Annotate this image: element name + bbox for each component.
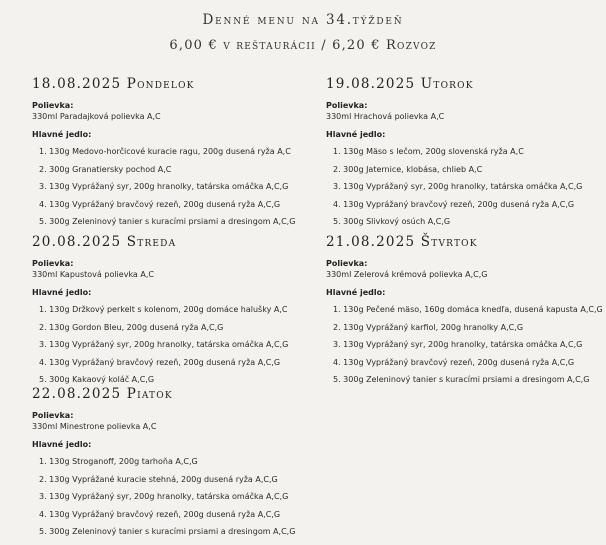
day-title: 20.08.2025 Streda [32,234,177,250]
day-thursday [326,234,606,393]
main-dish-item: 1. 130g Pečené mäso, 160g domáca knedľa, dusená kapusta A,C,G [333,305,603,314]
mains-label: Hlavné jedlo: [32,440,92,449]
main-dish-item: 3. 130g Vyprážaný syr, 200g hranolky, tatárska omáčka A,C,G [333,182,583,191]
soup-label: Polievka: [32,101,74,110]
mains-list [32,457,317,537]
main-dish-item: 5. 300g Zeleninový tanier s kuracími prsiami a dresingom A,C,G [39,217,296,226]
day-title: 22.08.2025 Piatok [32,386,173,402]
mains-label: Hlavné jedlo: [32,288,92,297]
main-dish-item: 5. 300g Zeleninový tanier s kuracími prsiami a dresingom A,C,G [333,375,590,384]
main-dish-item: 1. 130g Držkový perkelt s kolenom, 200g domáce halušky A,C [39,305,288,314]
main-dish-item: 4. 130g Vyprážaný bravčový rezeň, 200g dusená ryža A,C,G [333,199,575,209]
soup-item: 330ml Paradajková polievka A,C [32,112,161,121]
main-dish-item: 3. 130g Vyprážaný syr, 200g hranolky, tatárska omáčka A,C,G [39,182,289,191]
main-dish-item: 5. 300g Slivkový osúch A,C,G [333,217,451,226]
main-dish-item: 4. 130g Vyprážaný bravčový rezeň, 200g dusená ryža A,C,G [39,199,281,209]
main-dish-item: 2. 130g Vyprážaný karfiol, 200g hranolky A,C,G [333,322,524,332]
menu-title: Denné menu na 34.týždeň [202,12,404,28]
mains-list [32,305,317,385]
main-dish-item: 2. 130g Gordon Bleu, 200g dusená ryža A,C,G [39,322,224,332]
mains-label: Hlavné jedlo: [326,288,386,297]
soup-label: Polievka: [32,411,74,420]
mains-label: Hlavné jedlo: [32,130,92,139]
main-dish-item: 2. 300g Granatiersky pochod A,C [39,164,172,174]
main-dish-item: 4. 130g Vyprážaný bravčový rezeň, 200g dusená ryža A,C,G [39,509,281,519]
main-dish-item: 5. 300g Zeleninový tanier s kuracími prsiami a dresingom A,C,G [39,527,296,536]
main-dish-item: 3. 130g Vyprážaný syr, 200g hranolky, tatárska omáčka A,C,G [333,340,583,349]
soup-label: Polievka: [326,259,368,268]
day-title: 19.08.2025 Utorok [326,76,474,92]
soup-item: 330ml Zelerová krémová polievka A,C,G [326,270,488,279]
main-dish-item: 4. 130g Vyprážaný bravčový rezeň, 200g dusená ryža A,C,G [39,357,281,367]
day-monday [32,76,317,235]
main-dish-item: 2. 130g Vyprážané kuracie stehná, 200g dusená ryža A,C,G [39,474,278,484]
main-dish-item: 1. 130g Medovo-horčicové kuracie ragu, 200g dusená ryža A,C [39,147,291,156]
main-dish-item: 2. 300g Jaternice, klobása, chlieb A,C [333,164,483,174]
mains-list [326,147,606,227]
main-dish-item: 4. 130g Vyprážaný bravčový rezeň, 200g dusená ryža A,C,G [333,357,575,367]
day-wednesday [32,234,317,393]
main-dish-item: 1. 130g Stroganoff, 200g tarhoňa A,C,G [39,457,198,466]
day-friday [32,386,317,545]
mains-list [32,147,317,227]
soup-item: 330ml Minestrone polievka A,C [32,422,157,431]
price-info: 6,00 € v reštaurácii / 6,20 € Rozvoz [169,38,437,53]
main-dish-item: 3. 130g Vyprážaný syr, 200g hranolky, tatárska omáčka A,C,G [39,340,289,349]
mains-label: Hlavné jedlo: [326,130,386,139]
day-title: 18.08.2025 Pondelok [32,76,195,92]
mains-list [326,305,606,385]
main-dish-item: 1. 130g Mäso s lečom, 200g slovenská ryža A,C [333,147,524,156]
soup-item: 330ml Hrachová polievka A,C [326,112,445,121]
soup-item: 330ml Kapustová polievka A,C [32,270,154,279]
main-dish-item: 5. 300g Kakaový koláč A,C,G [39,375,155,384]
day-title: 21.08.2025 Štvrtok [326,234,478,250]
main-dish-item: 3. 130g Vyprážaný syr, 200g hranolky, tatárska omáčka A,C,G [39,492,289,501]
soup-label: Polievka: [326,101,368,110]
day-tuesday [326,76,606,235]
soup-label: Polievka: [32,259,74,268]
